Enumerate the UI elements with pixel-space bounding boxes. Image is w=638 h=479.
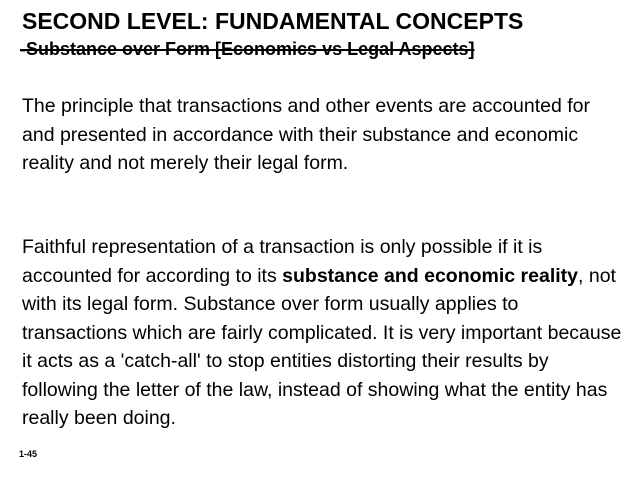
slide-subtitle: -Substance over Form [Economics vs Legal Aspects] <box>20 39 475 59</box>
definition-paragraph: The principle that transactions and other events are accounted for and presented in accordance with their substance and economic reality and not merely their legal form. <box>22 95 591 174</box>
explanation-emphasis: substance and economic reality <box>282 264 579 287</box>
explanation-text-end: , not with its legal form. Substance over form usually applies to transactions which are fairly complicated. It is very important because it acts as a 'catch-all' to stop entities distorting their results by following the letter of the law, instead of showing what the entity has really been doing. <box>22 264 622 429</box>
explanation-paragraph <box>22 233 622 433</box>
explanation-text-start: Faithful representation of a transaction is only possible if it is accounted for according to its <box>22 236 543 287</box>
slide-title: SECOND LEVEL: FUNDAMENTAL CONCEPTS <box>22 8 524 34</box>
slide-number: 1-45 <box>19 449 38 459</box>
